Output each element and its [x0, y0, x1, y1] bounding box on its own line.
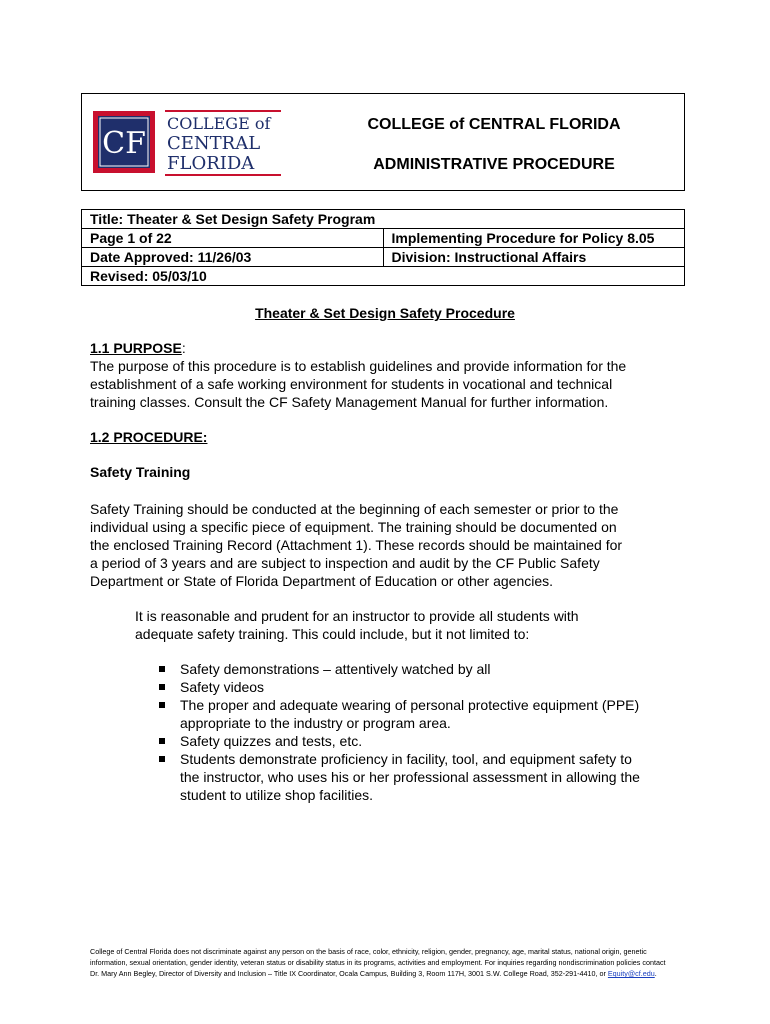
info-row-title: [82, 210, 685, 229]
logo-line2: CENTRAL: [167, 133, 261, 154]
safety-bullet-list: [135, 660, 695, 804]
info-implementing: Implementing Procedure for Policy 8.05: [383, 229, 685, 248]
bullet-3-line-1: The proper and adequate wearing of personal protective equipment (PPE): [180, 697, 640, 713]
bullet-item-4: [135, 732, 695, 750]
equity-email-link[interactable]: Equity@cf.edu: [607, 969, 655, 978]
info-date-approved: Date Approved: 11/26/03: [82, 248, 384, 267]
purpose-heading-text: 1.1 PURPOSE: [90, 340, 182, 356]
bullet-3-line-2: appropriate to the industry or program area.: [180, 715, 451, 731]
purpose-heading: [90, 339, 690, 357]
paragraph1-line-5: Department or State of Florida Department of Education or other agencies.: [90, 573, 554, 589]
info-table: [81, 209, 685, 286]
bullet-4-line-1: Safety quizzes and tests, etc.: [180, 733, 363, 749]
logo-line3: FLORIDA: [167, 153, 255, 174]
bullet-2-line-1: Safety videos: [180, 679, 265, 695]
bullet-item-2: [135, 678, 695, 696]
purpose-line-1: The purpose of this procedure is to establish guidelines and provide information for the: [90, 358, 627, 374]
bullet-square-icon: [159, 666, 165, 672]
bullet-square-icon: [159, 702, 165, 708]
procedure-heading: [90, 428, 690, 446]
bullet-square-icon: [159, 738, 165, 744]
paragraph1-line-4: a period of 3 years and are subject to inspection and audit by the CF Public Safety: [90, 555, 600, 571]
bullet-square-icon: [159, 756, 165, 762]
header-subtitle: ADMINISTRATIVE PROCEDURE: [373, 156, 615, 173]
paragraph1-line-3: the enclosed Training Record (Attachment 1). These records should be maintained for: [90, 537, 623, 553]
safety-training-subheading: Safety Training: [90, 464, 191, 480]
bullet-5-line-3: student to utilize shop facilities.: [180, 787, 373, 803]
cf-logo: [93, 107, 283, 179]
header-title: COLLEGE of CENTRAL FLORIDA: [367, 116, 621, 133]
bullet-5-line-2: the instructor, who uses his or her professional assessment in allowing the: [180, 769, 640, 785]
footer-line-3-text: Dr. Mary Ann Begley, Director of Diversity and Inclusion – Title IX Coordinator, Ocala Campus, Building 3, Room 117H, 3001 S.W. College Road, 352-291-4410, or: [90, 969, 608, 978]
procedure-heading-text: 1.2 PROCEDURE:: [90, 429, 208, 445]
info-title: Title: Theater & Set Design Safety Program: [82, 210, 685, 229]
footer-line-2: information, sexual orientation, gender identity, veteran status or disability status in its programs, activities and employment. For inquiries regarding nondiscrimination policies contact: [90, 958, 666, 967]
bullet-item-3: [135, 696, 695, 732]
info-division: Division: Instructional Affairs: [383, 248, 685, 267]
paragraph2-line-1: It is reasonable and prudent for an instructor to provide all students with: [135, 608, 579, 624]
paragraph1-line-2: individual using a specific piece of equipment. The training should be documented on: [90, 519, 617, 535]
footer-line-1: College of Central Florida does not discriminate against any person on the basis of race, color, ethnicity, religion, gender, pregnancy, age, marital status, national origin, genetic: [90, 947, 647, 956]
footer-line-3: [90, 968, 690, 979]
info-revised: Revised: 05/03/10: [82, 267, 685, 286]
bullet-item-5: [135, 750, 695, 804]
purpose-heading-colon: :: [181, 340, 186, 356]
info-row-page: [82, 229, 685, 248]
purpose-line-3: training classes. Consult the CF Safety Management Manual for further information.: [90, 394, 609, 410]
logo-line1: COLLEGE of: [167, 114, 271, 133]
bullet-item-1: [135, 660, 695, 678]
info-page: Page 1 of 22: [82, 229, 384, 248]
header-box: [81, 93, 685, 191]
bullet-5-line-1: Students demonstrate proficiency in facility, tool, and equipment safety to: [180, 751, 632, 767]
logo-initials: CF: [102, 126, 146, 161]
info-row-revised: [82, 267, 685, 286]
bullet-square-icon: [159, 684, 165, 690]
purpose-line-2: establishment of a safe working environment for students in vocational and technical: [90, 376, 613, 392]
bullet-1-line-1: Safety demonstrations – attentively watched by all: [180, 661, 491, 677]
document-title: Theater & Set Design Safety Procedure: [255, 305, 515, 321]
nondiscrimination-footer: [90, 946, 690, 979]
paragraph1-line-1: Safety Training should be conducted at the beginning of each semester or prior to the: [90, 501, 619, 517]
footer-line-3-end: .: [654, 969, 657, 978]
info-row-date: [82, 248, 685, 267]
paragraph2-line-2: adequate safety training. This could include, but it not limited to:: [135, 626, 530, 642]
